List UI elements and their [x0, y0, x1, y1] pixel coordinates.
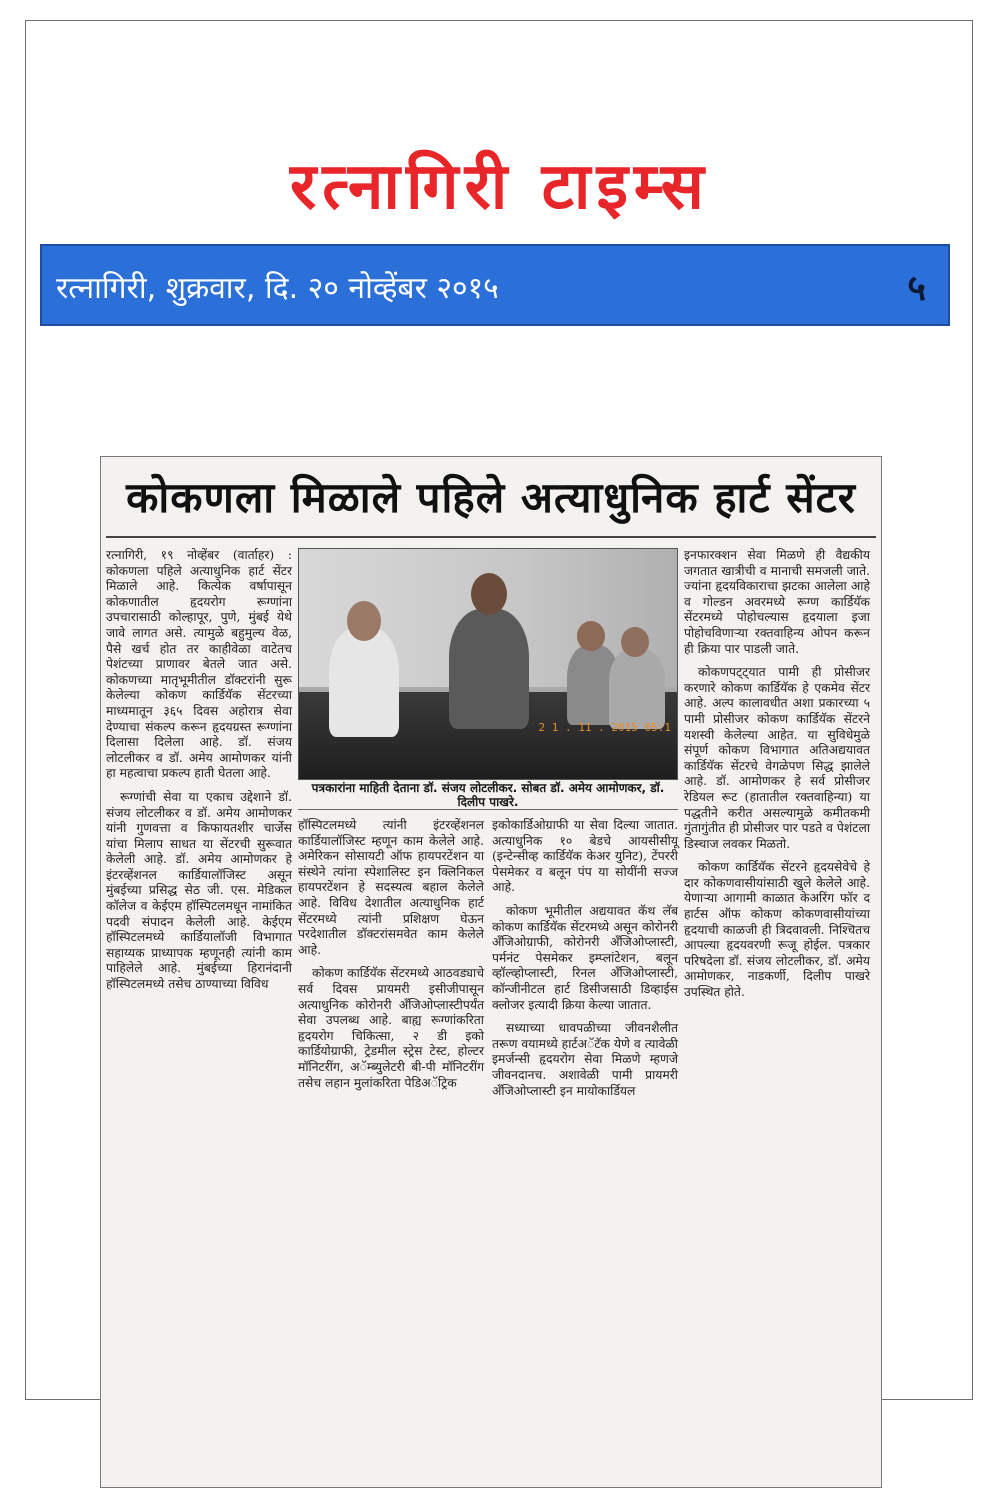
paragraph: इकोकार्डिओग्राफी या सेवा दिल्या जातात. अत्याधुनिक १० बेडचे आयसीसीयू (इन्टेन्सीव्ह कार्डियॅक केअर युनिट), टेंपररी पेसमेकर व बलून पंप या सोयींनी सज्ज आहे. [492, 818, 678, 895]
news-clipping [100, 456, 882, 1488]
photo-date-stamp: 2 1 . 11 . 2015 05:1 [538, 721, 671, 734]
photo-person-head [577, 621, 605, 651]
page-number: ५ [907, 268, 926, 309]
photo-caption: पत्रकारांना माहिती देताना डॉ. संजय लोटलीकर. सोबत डॉ. अमेय आमोणकर, डॉ. दिलीप पाखरे. [298, 780, 678, 810]
photo-person [609, 649, 665, 729]
article-column-3 [492, 818, 678, 1107]
article-column-4 [684, 548, 870, 1009]
paragraph: रत्नागिरी, १९ नोव्हेंबर (वार्ताहर) : कोकणला पहिले अत्याधुनिक हार्ट सेंटर मिळाले आहे. कित्येक वर्षापासून कोकणातील हृदयरोग रूग्णांना उपचारासाठी कोल्हापूर, पुणे, मुंबई येथे जावे लागत असे. त्यामुळे बहुमुल्य वेळ, पैसे खर्च होत तर काहीवेळा वाटेतच पेशंटच्या प्राणावर बेतले जात असे. कोकणच्या मातृभूमीतील डॉक्टरांनी सुरू केलेल्या कोकण कार्डियॅक सेंटरच्या माध्यमातून ३६५ दिवस अहोरात्र सेवा देण्याचा संकल्प करून हृदयग्रस्त रूग्णांना दिलासा दिलेला आहे. डॉ. संजय लोटलीकर व डॉ. अमेय आमोणकर यांनी हा महत्वाचा प्रकल्प हाती घेतला आहे. [106, 548, 292, 781]
photo-person-head [471, 573, 507, 615]
paragraph: हॉस्पिटलमध्ये त्यांनी इंटरव्हेंशनल कार्डियालॉजिस्ट म्हणून काम केलेले आहे. अमेरिकन सोसायटी ऑफ हायपरटेंशन या संस्थेने त्यांना स्पेशालिस्ट इन क्लिनिकल हायपरटेंशन हे सदस्यत्व बहाल केलेले आहे. विविध देशातील अत्याधुनिक हार्ट सेंटरमध्ये त्यांनी प्रशिक्षण घेऊन परदेशातील डॉक्टरांसमवेत काम केलेले आहे. [298, 818, 484, 957]
paragraph: कोकण कार्डियॅक सेंटरने हृदयसेवेचे हे दार कोकणवासीयांसाठी खुले केलेले आहे. येणाऱ्या आगामी काळात केअरिंग फॉर द हार्टस ऑफ कोकण कोकणवासीयांच्या हृदयाची काळजी ही त्रिदवावली. निश्चितच आपल्या हृदयवरणी रूजू होईल. पत्रकार परिषदेला डॉ. संजय लोटलीकर, डॉ. अमेय आमोणकर, नाडकर्णी, दिलीप पाखरे उपस्थित होते. [684, 860, 870, 1000]
article-photo [298, 548, 678, 780]
article-headline: कोकणला मिळाले पहिले अत्याधुनिक हार्ट सेंटर [126, 473, 856, 522]
article-column-1 [106, 548, 292, 1001]
paragraph: इनफारक्शन सेवा मिळणे ही वैद्यकीय जगतात खात्रीची व मानाची समजली जाते. ज्यांना हृदयविकाराचा झटका आलेला आहे व गोल्डन अवरमध्ये रूग्ण कार्डियॅक सेंटरमध्ये पोहोचल्यास हृदयाला इजा पोहोचविणाऱ्या रक्तवाहिन्य ओपन करून ही क्रिया पार पाडली जाते. [684, 548, 870, 656]
date-line: रत्नागिरी, शुक्रवार, दि. २० नोव्हेंबर २०१५ [56, 271, 499, 306]
headline-rule [106, 536, 876, 538]
paragraph: रूग्णांची सेवा या एकाच उद्देशाने डॉ. संजय लोटलीकर व डॉ. अमेय आमोणकर यांनी गुणवत्ता व किफायतशीर चार्जेस यांचा मिलाप साधत या सेंटरची सुरूवात केलेली आहे. डॉ. अमेय आमोणकर हे इंटरव्हेंशनल कार्डियालॉजिस्ट असून मुंबईच्या प्रसिद्ध सेठ जी. एस. मेडिकल कॉलेज व केईएम हॉस्पिटलमधून नामांकित पदवी संपादन केलेली आहे. केईएम हॉस्पिटलमध्ये कार्डियालॉजी विभागात सहाय्यक प्राध्यापक म्हणूनही त्यांनी काम पाहिलेले आहे. मुंबईच्या हिरानंदानी हॉस्पिटलमध्ये तसेच ठाण्याच्या विविध [106, 789, 292, 992]
photo-person-head [621, 627, 649, 657]
paragraph: कोकण कार्डियॅक सेंटरमध्ये आठवड्याचे सर्व दिवस प्रायमरी इसीजीपासून अत्याधुनिक कोरोनरी अँजिओप्लास्टीपर्यंत सेवा उपलब्ध आहे. बाह्य रूग्णांकरिता हृदयरोग चिकित्सा, २ डी इको कार्डियोग्राफी, ट्रेडमील स्ट्रेस टेस्ट, होल्टर मॉनिटरींग, अॅम्ब्युलेटरी बी-पी मॉनिटरींग तसेच लहान मुलांकरिता पेडिअॅट्रिक [298, 966, 484, 1090]
photo-person [329, 627, 399, 737]
paragraph: कोकण भूमीतील अद्ययावत कॅथ लॅब कोकण कार्डियॅक सेंटरमध्ये असून कोरोनरी अँजिओग्राफी, कोरोनरी अँजिओप्लास्टी, पर्मनंट पेसमेकर इम्प्लांटेशन, बलून व्हॉल्व्होप्लास्टी, रिनल अँजिओप्लास्टी, कॉन्जीनीटल हार्ट डिसीजसाठी डिव्हाईस क्लोजर इत्यादी क्रिया केल्या जातात. [492, 903, 678, 1012]
photo-person [449, 609, 529, 729]
paragraph: सध्याच्या धावपळीच्या जीवनशैलीत तरूण वयामध्ये हार्टअॅटॅक येणे व त्यावेळी इमर्जन्सी हृदयरोग सेवा मिळणे म्हणजे जीवनदानच. अशावेळी पामी प्रायमरी अँजिओप्लास्टी इन मायोकार्डियल [492, 1021, 678, 1098]
paragraph: कोकणपट्ट्यात पामी ही प्रोसीजर करणारे कोकण कार्डियॅक हे एकमेव सेंटर आहे. अल्प कालावधीत अशा प्रकारच्या ५ पामी प्रोसीजर कोकण कार्डियॅक सेंटरने यशस्वी केलेल्या आहेत. या सुविधेमुळे संपूर्ण कोकण विभागात अतिअद्ययावत कार्डियॅक सेंटरचे वेगळेपण सिद्ध झालेले आहे. डॉ. आमोणकर हे सर्व प्रोसीजर रेडियल रूट (हातातील रक्तवाहिन्या) या पद्धतीने करीत असल्यामुळे कमीतकमी गुंतागुंतीत ही प्रोसीजर पार पडते व पेशंटला डिस्चाज लवकर मिळतो. [684, 665, 870, 851]
date-banner [40, 244, 950, 326]
article-column-2 [298, 818, 484, 1099]
photo-person-head [347, 601, 381, 641]
masthead-title: रत्नागिरी टाइम्स [290, 150, 710, 224]
